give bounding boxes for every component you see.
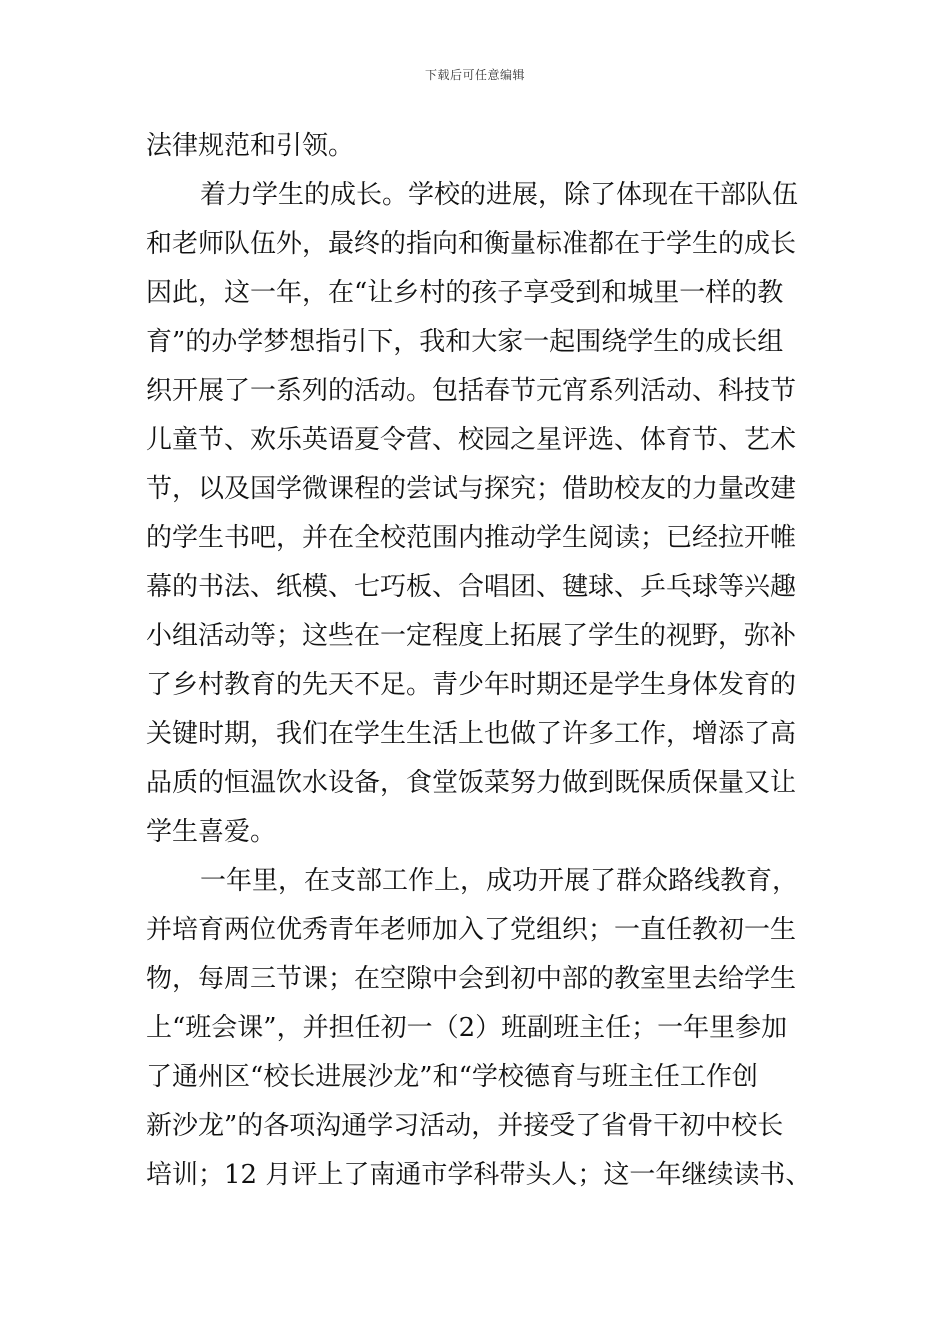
text-line: 儿童节、欢乐英语夏令营、校园之星评选、体育节、艺术	[146, 425, 797, 455]
text-line: 和老师队伍外，最终的指向和衡量标准都在于学生的成长	[146, 229, 797, 259]
paragraph-start-line: 一年里，在支部工作上，成功开展了群众路线教育，	[200, 866, 799, 896]
page-header: 下载后可任意编辑	[424, 68, 525, 82]
text-line: 育”的办学梦想指引下，我和大家一起围绕学生的成长组	[146, 327, 784, 357]
text-line: 培训；12 月评上了南通市学科带头人；这一年继续读书、	[146, 1160, 811, 1190]
text-line: 节，以及国学微课程的尝试与探究；借助校友的力量改建	[146, 474, 797, 504]
text-line: 品质的恒温饮水设备，食堂饭菜努力做到既保质保量又让	[146, 768, 797, 798]
body-text	[146, 122, 811, 1200]
paragraph-start-line: 着力学生的成长。学校的进展，除了体现在干部队伍	[200, 180, 799, 210]
text-line: 因此，这一年，在“让乡村的孩子享受到和城里一样的教	[146, 278, 784, 308]
text-line: 新沙龙”的各项沟通学习活动，并接受了省骨干初中校长	[146, 1111, 784, 1141]
text-line: 了通州区“校长进展沙龙”和“学校德育与班主任工作创	[146, 1062, 758, 1092]
text-line: 关键时期，我们在学生生活上也做了许多工作，增添了高	[146, 719, 797, 749]
text-line: 的学生书吧，并在全校范围内推动学生阅读；已经拉开帷	[146, 523, 797, 553]
text-line: 幕的书法、纸模、七巧板、合唱团、毽球、乒乓球等兴趣	[146, 572, 797, 602]
text-line: 物，每周三节课；在空隙中会到初中部的教室里去给学生	[146, 964, 797, 994]
text-line: 了乡村教育的先天不足。青少年时期还是学生身体发育的	[146, 670, 797, 700]
text-line: 学生喜爱。	[146, 817, 277, 847]
text-line: 织开展了一系列的活动。包括春节元宵系列活动、科技节	[146, 376, 797, 406]
text-line: 小组活动等；这些在一定程度上拓展了学生的视野，弥补	[146, 621, 797, 651]
text-line: 法律规范和引领。	[146, 131, 355, 161]
text-line: 并培育两位优秀青年老师加入了党组织；一直任教初一生	[146, 915, 797, 945]
text-line: 上“班会课”，并担任初一（2）班副班主任；一年里参加	[146, 1013, 788, 1043]
